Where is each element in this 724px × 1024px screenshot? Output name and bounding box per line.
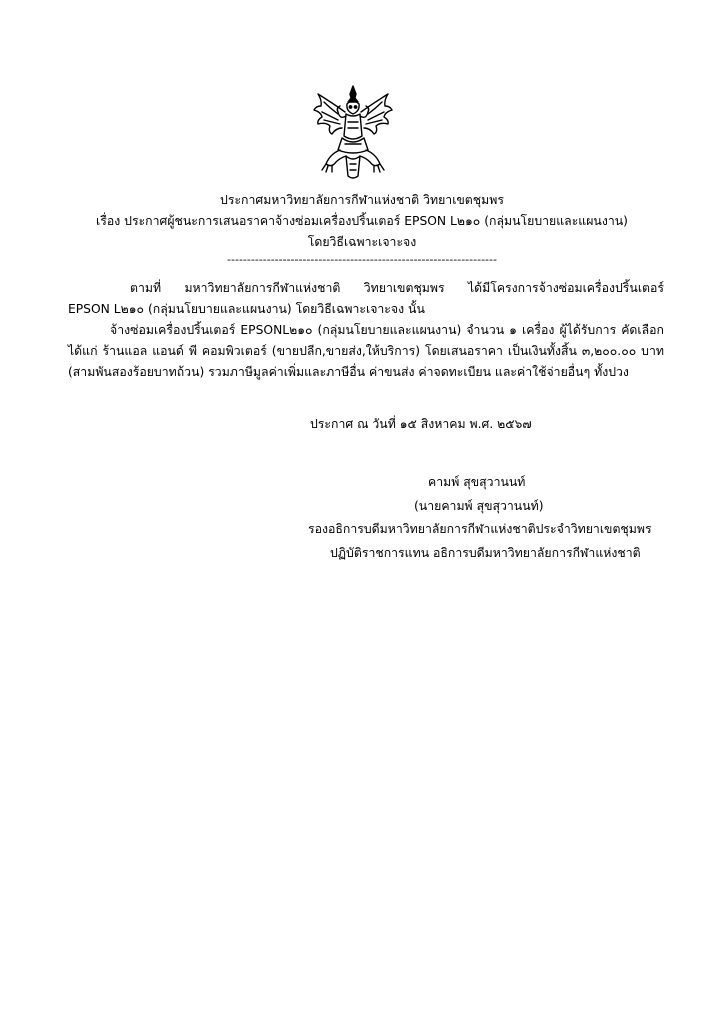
divider-line: -------------------------------------------------------------------- xyxy=(227,253,497,266)
announcement-title: ประกาศมหาวิทยาลัยการกีฬาแห่งชาติ วิทยาเขตชุมพร xyxy=(220,193,504,207)
garuda-emblem-icon xyxy=(312,84,394,182)
paragraph-1-line-2: EPSON L๒๑๐ (กลุ่มนโยบายและแผนงาน) โดยวิธีเฉพาะเจาะจง นั้น xyxy=(68,302,425,316)
paragraph-2-line-1: จ้างซ่อมเครื่องปริ้นเตอร์ EPSONL๒๑๐ (กลุ่มนโยบายและแผนงาน) จำนวน ๑ เครื่อง ผู้ได้รับการ คัดเลือก xyxy=(110,323,664,337)
signed-name: คามพ์ สุขสุวานนท์ xyxy=(428,475,526,489)
paragraph-1-line-1: ตามที่ มหาวิทยาลัยการกีฬาแห่งชาติ วิทยาเขตชุมพร ได้มีโครงการจ้างซ่อมเครื่องปริ้นเตอร์ xyxy=(130,281,664,295)
signer-position: รองอธิการบดีมหาวิทยาลัยการกีฬาแห่งชาติประจำวิทยาเขตชุมพร xyxy=(308,522,652,536)
signer-acting-position: ปฏิบัติราชการแทน อธิการบดีมหาวิทยาลัยการกีฬาแห่งชาติ xyxy=(330,546,641,560)
paragraph-2-line-2: ได้แก่ ร้านแอล แอนด์ พี คอมพิวเตอร์ (ขายปลีก,ขายส่ง,ให้บริการ) โดยเสนอราคา เป็นเงินทั้งสิ้น ๓,๒๐๐.๐๐ บาท xyxy=(68,344,664,358)
announcement-method: โดยวิธีเฉพาะเจาะจง xyxy=(307,235,417,249)
paragraph-2-line-3: (สามพันสองร้อยบาทถ้วน) รวมภาษีมูลค่าเพิ่มและภาษีอื่น ค่าขนส่ง ค่าจดทะเบียน และค่าใช้จ่ายอื่นๆ ทั้งปวง xyxy=(68,365,629,379)
announcement-subject: เรื่อง ประกาศผู้ชนะการเสนอราคาจ้างซ่อมเครื่องปริ้นเตอร์ EPSON L๒๑๐ (กลุ่มนโยบายและแผนงาน) xyxy=(96,214,628,228)
printed-name: (นายคามพ์ สุขสุวานนท์) xyxy=(414,499,544,513)
announcement-date: ประกาศ ณ วันที่ ๑๕ สิงหาคม พ.ศ. ๒๕๖๗ xyxy=(310,417,532,431)
